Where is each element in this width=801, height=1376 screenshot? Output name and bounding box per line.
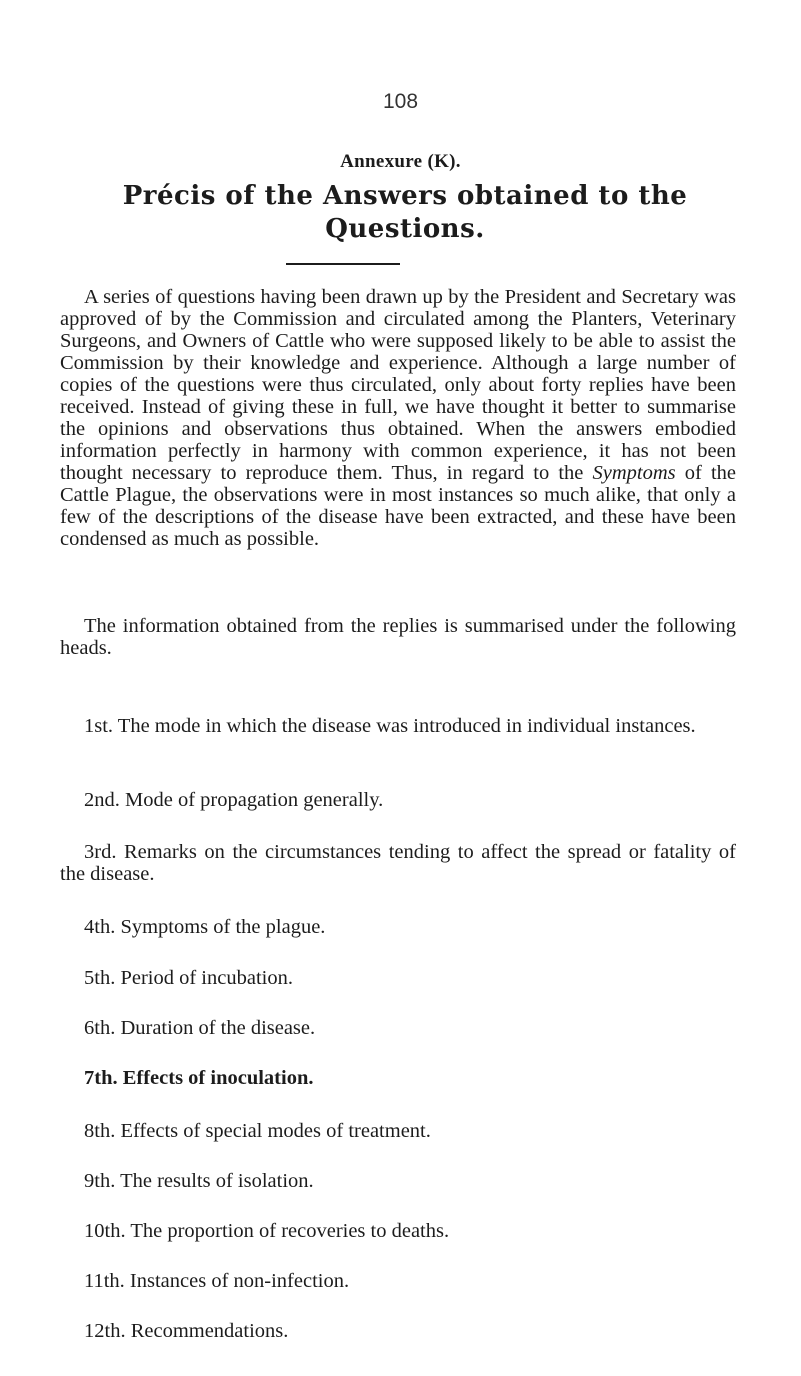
page-number: 108 (382, 90, 419, 113)
page-title (60, 180, 750, 246)
list-item: 1st. The mode in which the disease was introduced in individual instances. (84, 715, 696, 737)
list-item: 11th. Instances of non-infection. (84, 1270, 350, 1292)
list-item: 9th. The results of isolation. (84, 1170, 314, 1192)
list-item: 5th. Period of incubation. (84, 967, 293, 989)
title-divider (286, 263, 400, 265)
list-item: 2nd. Mode of propagation generally. (84, 789, 384, 811)
intro-italic-term: Symptoms (592, 462, 676, 484)
title-line-2: Questions. (325, 214, 485, 244)
intro-paragraph (60, 286, 736, 550)
annexure-label: Annexure (K). (340, 151, 461, 172)
title-line-1: Précis of the Answers obtained to the (122, 181, 688, 211)
list-item: 6th. Duration of the disease. (84, 1017, 316, 1039)
list-item: 4th. Symptoms of the plague. (84, 916, 326, 938)
list-item: 12th. Recommendations. (84, 1320, 289, 1342)
intro-text-end: of the Cattle Plague, the observations were in most instances so much alike, that only a few of the descriptions of the disease have been extracted, and these have been condensed as much as possible. (60, 462, 737, 550)
list-item: 8th. Effects of special modes of treatment. (84, 1120, 431, 1142)
intro-text-start: A series of questions having been drawn up by the President and Secretary was approved of by the Commission and circulated among the Planters, Veterinary Surgeons, and Owners of Cattle who were supposed likely to be able to assist the Commission by their knowledge and experience. Although a large number of copies of the questions were thus circulated, only about forty replies have been received. Instead of giving these in full, we have thought it better to summarise the opinions and observations thus obtained. When the answers embodied information perfectly in harmony with common experience, it has not been thought necessary to reproduce them. Thus, in regard to the (60, 286, 736, 484)
list-item: 10th. The proportion of recoveries to deaths. (84, 1220, 450, 1242)
summary-paragraph: The information obtained from the replies is summarised under the following heads. (60, 615, 736, 659)
list-item: 3rd. Remarks on the circumstances tending to affect the spread or fatality of the disease. (60, 841, 736, 885)
list-item: 7th. Effects of inoculation. (84, 1067, 314, 1089)
